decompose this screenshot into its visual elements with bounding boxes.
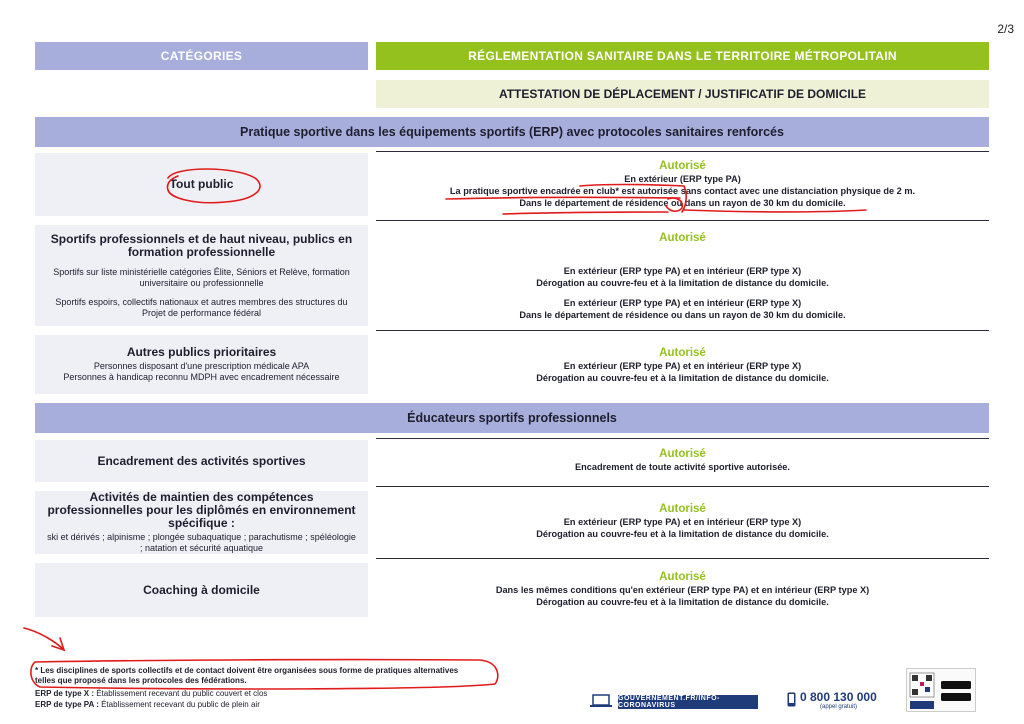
regulation-header: RÉGLEMENTATION SANITAIRE DANS LE TERRITOIRE MÉTROPOLITAIN <box>376 42 989 70</box>
gov-info-link[interactable]: GOUVERNEMENT.FR/INFO-CORONAVIRUS <box>618 695 758 709</box>
tousanticovid-badge[interactable] <box>906 668 976 712</box>
category-title: Autres publics prioritaires <box>126 345 277 359</box>
divider <box>376 220 989 221</box>
category-sub: Personnes à handicap reconnu MDPH avec encadrement nécessaire <box>63 372 340 382</box>
rule-encadrement <box>376 447 989 473</box>
category-autres-publics <box>35 335 368 394</box>
phone-icon <box>787 692 796 707</box>
rule-sportifs-espoirs <box>376 297 989 321</box>
attestation-header: ATTESTATION DE DÉPLACEMENT / JUSTIFICATIF DE DOMICILE <box>376 80 989 108</box>
rule-maintien <box>376 502 989 540</box>
category-sub: Sportifs espoirs, collectifs nationaux et autres membres des structures du Projet de performance fédéral <box>55 296 348 318</box>
rule-line: Dérogation au couvre-feu et à la limitation de distance du domicile. <box>536 529 829 539</box>
status-authorized: Autorisé <box>659 503 706 515</box>
rule-line: Dérogation au couvre-feu et à la limitation de distance du domicile. <box>536 597 829 607</box>
rule-line: En extérieur (ERP type PA) et en intérieur (ERP type X) <box>563 361 802 371</box>
divider <box>376 438 989 439</box>
footnote-line: telles que proposé dans les protocoles des fédérations. <box>35 676 247 685</box>
rule-line: Encadrement de toute activité sportive autorisée. <box>575 462 790 472</box>
divider <box>376 330 989 331</box>
rule-line: En extérieur (ERP type PA) et en intérieur (ERP type X) <box>563 517 802 527</box>
category-title: Encadrement des activités sportives <box>97 453 306 468</box>
rule-line: Dans les mêmes conditions qu'en extérieur (ERP type PA) et en intérieur (ERP type X) <box>495 585 870 595</box>
rule-sportifs-pro <box>376 231 989 245</box>
rule-coaching <box>376 570 989 608</box>
erp-pa-label: ERP de type PA : <box>35 700 99 709</box>
category-title: Activités de maintien des compétences professionnelles pour les diplômés en environnement spécifique : <box>47 490 356 530</box>
phone-sub: (appel gratuit) <box>820 704 858 710</box>
rule-line: Dans le département de résidence ou dans un rayon de 30 km du domicile. <box>519 310 846 320</box>
category-title: Tout public <box>169 177 234 191</box>
category-encadrement <box>35 440 368 482</box>
category-sub: Sportifs sur liste ministérielle catégories Élite, Séniors et Relève, formation universitaire ou professionnelle <box>53 266 350 288</box>
category-sub: ski et dérivés ; alpinisme ; plongée subaquatique ; parachutisme ; spéléologie ; natation et sécurité aquatique <box>47 532 356 553</box>
status-authorized: Autorisé <box>659 571 706 583</box>
status-authorized: Autorisé <box>659 160 706 172</box>
erp-x-label: ERP de type X : <box>35 689 94 698</box>
section-erp-band: Pratique sportive dans les équipements sportifs (ERP) avec protocoles sanitaires renforcés <box>35 117 989 147</box>
rule-line: En extérieur (ERP type PA) et en intérieur (ERP type X) <box>563 266 802 276</box>
erp-pa-legend <box>35 700 260 710</box>
rule-line: Dérogation au couvre-feu et à la limitation de distance du domicile. <box>536 278 829 288</box>
erp-pa-text: Établissement recevant du public de plein air <box>98 700 260 709</box>
rule-line: Dérogation au couvre-feu et à la limitation de distance du domicile. <box>536 373 829 383</box>
divider <box>376 151 989 152</box>
category-title: Sportifs professionnels et de haut niveau, publics en formation professionnelle <box>50 231 353 259</box>
category-coaching <box>35 563 368 617</box>
erp-x-legend <box>35 689 267 699</box>
section-educateurs-band: Éducateurs sportifs professionnels <box>35 403 989 433</box>
category-title: Coaching à domicile <box>143 582 260 597</box>
category-tout-public <box>35 153 368 216</box>
rule-line: Dans le département de résidence ou dans un rayon de 30 km du domicile. <box>519 198 846 208</box>
qr-code-icon <box>907 669 977 713</box>
phone-number[interactable]: 0 800 130 000 <box>800 690 877 704</box>
footnote <box>35 666 505 686</box>
category-sub: Personnes disposant d'une prescription médicale APA <box>93 361 310 371</box>
rule-line: En extérieur (ERP type PA) et en intérieur (ERP type X) <box>563 298 802 308</box>
footnote-line: * Les disciplines de sports collectifs et de contact doivent être organisées sous forme de pratiques alternatives <box>35 666 459 675</box>
erp-x-text: Établissement recevant du public couvert et clos <box>93 689 268 698</box>
rule-autres-publics <box>376 346 989 384</box>
categories-header: CATÉGORIES <box>35 42 368 70</box>
category-maintien <box>35 491 368 554</box>
computer-icon <box>590 694 612 708</box>
rule-line: En extérieur (ERP type PA) <box>624 174 741 184</box>
rule-line: La pratique sportive encadrée en club* est autorisée sans contact avec une distanciation physique de 2 m. <box>449 186 916 196</box>
status-authorized: Autorisé <box>659 232 706 244</box>
status-authorized: Autorisé <box>659 448 706 460</box>
rule-sportifs-liste <box>376 265 989 289</box>
divider <box>376 486 989 487</box>
status-authorized: Autorisé <box>659 347 706 359</box>
rule-tout-public <box>376 159 989 209</box>
page-number: 2/3 <box>997 22 1014 36</box>
divider <box>376 558 989 559</box>
category-sportifs-pro <box>35 225 368 326</box>
